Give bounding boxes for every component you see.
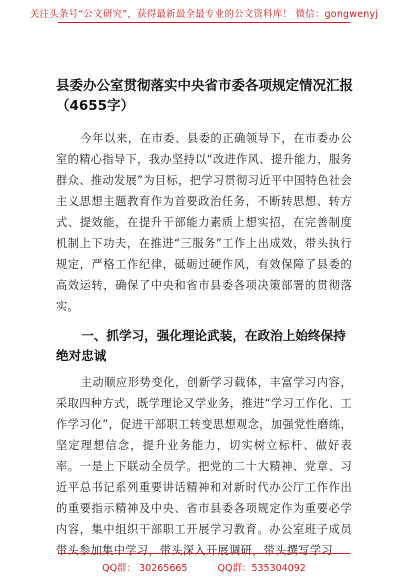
banner-divider [58,22,350,23]
top-banner: 关注头条号“公文研究”，获得最新最全最专业的公文资料库！ 微信：gongwenyj [29,9,379,20]
footer-qq-group-2: QQ群：535304092 [217,563,306,574]
section-heading: 一、抓学习，强化理论武装，在政治上始终保持绝对忠诚 [56,328,346,363]
intro-paragraph: 今年以来，在市委、县委的正确领导下，在市委办公室的精心指导下，我办坚持以“改进作风、提升能力，服务群众、推动发展”为目标，把学习贯彻习近平中国特色社会主义思想主题教育作为首要政治任务，不断转思想、转方式、提效能，在提升干部能力素质上想实招，在完善制度机制上下功夫，在推进“三服务”工作上出成效，带头执行规定，严格工作纪律，砥砺过硬作风，有效保障了县委的高效运转，确保了中央和省市县委各项决策部署的贯彻落实。 [56,132,352,313]
footer-qq-group-1: QQ群： 30265665 [102,563,188,574]
document-title: 县委办公室贯彻落实中央省市委各项规定情况汇报（4655字） [56,78,353,114]
footer [0,560,408,574]
footer-divider [58,553,350,554]
section-body-paragraph: 主动顺应形势变化，创新学习载体，丰富学习内容，采取四种方式，既学理论又学业务，推进“学习工作化、工作学习化”，促进干部职工转变思想观念，加强党性磨练，坚定理想信念，提升业务能力，切实树立标杆、做好表率。一是上下联动全员学。把党的二十大精神、党章、习近平总书记系列重要讲话精神和对新时代办公厅工作作出的重要指示精神及中央、省市县委各项规定作为重要必学内容，集中组织干部职工开展学习教育。办公室班子成员带头参加集中学习，带头深入开展调研，带头撰写学习 [56,376,352,557]
